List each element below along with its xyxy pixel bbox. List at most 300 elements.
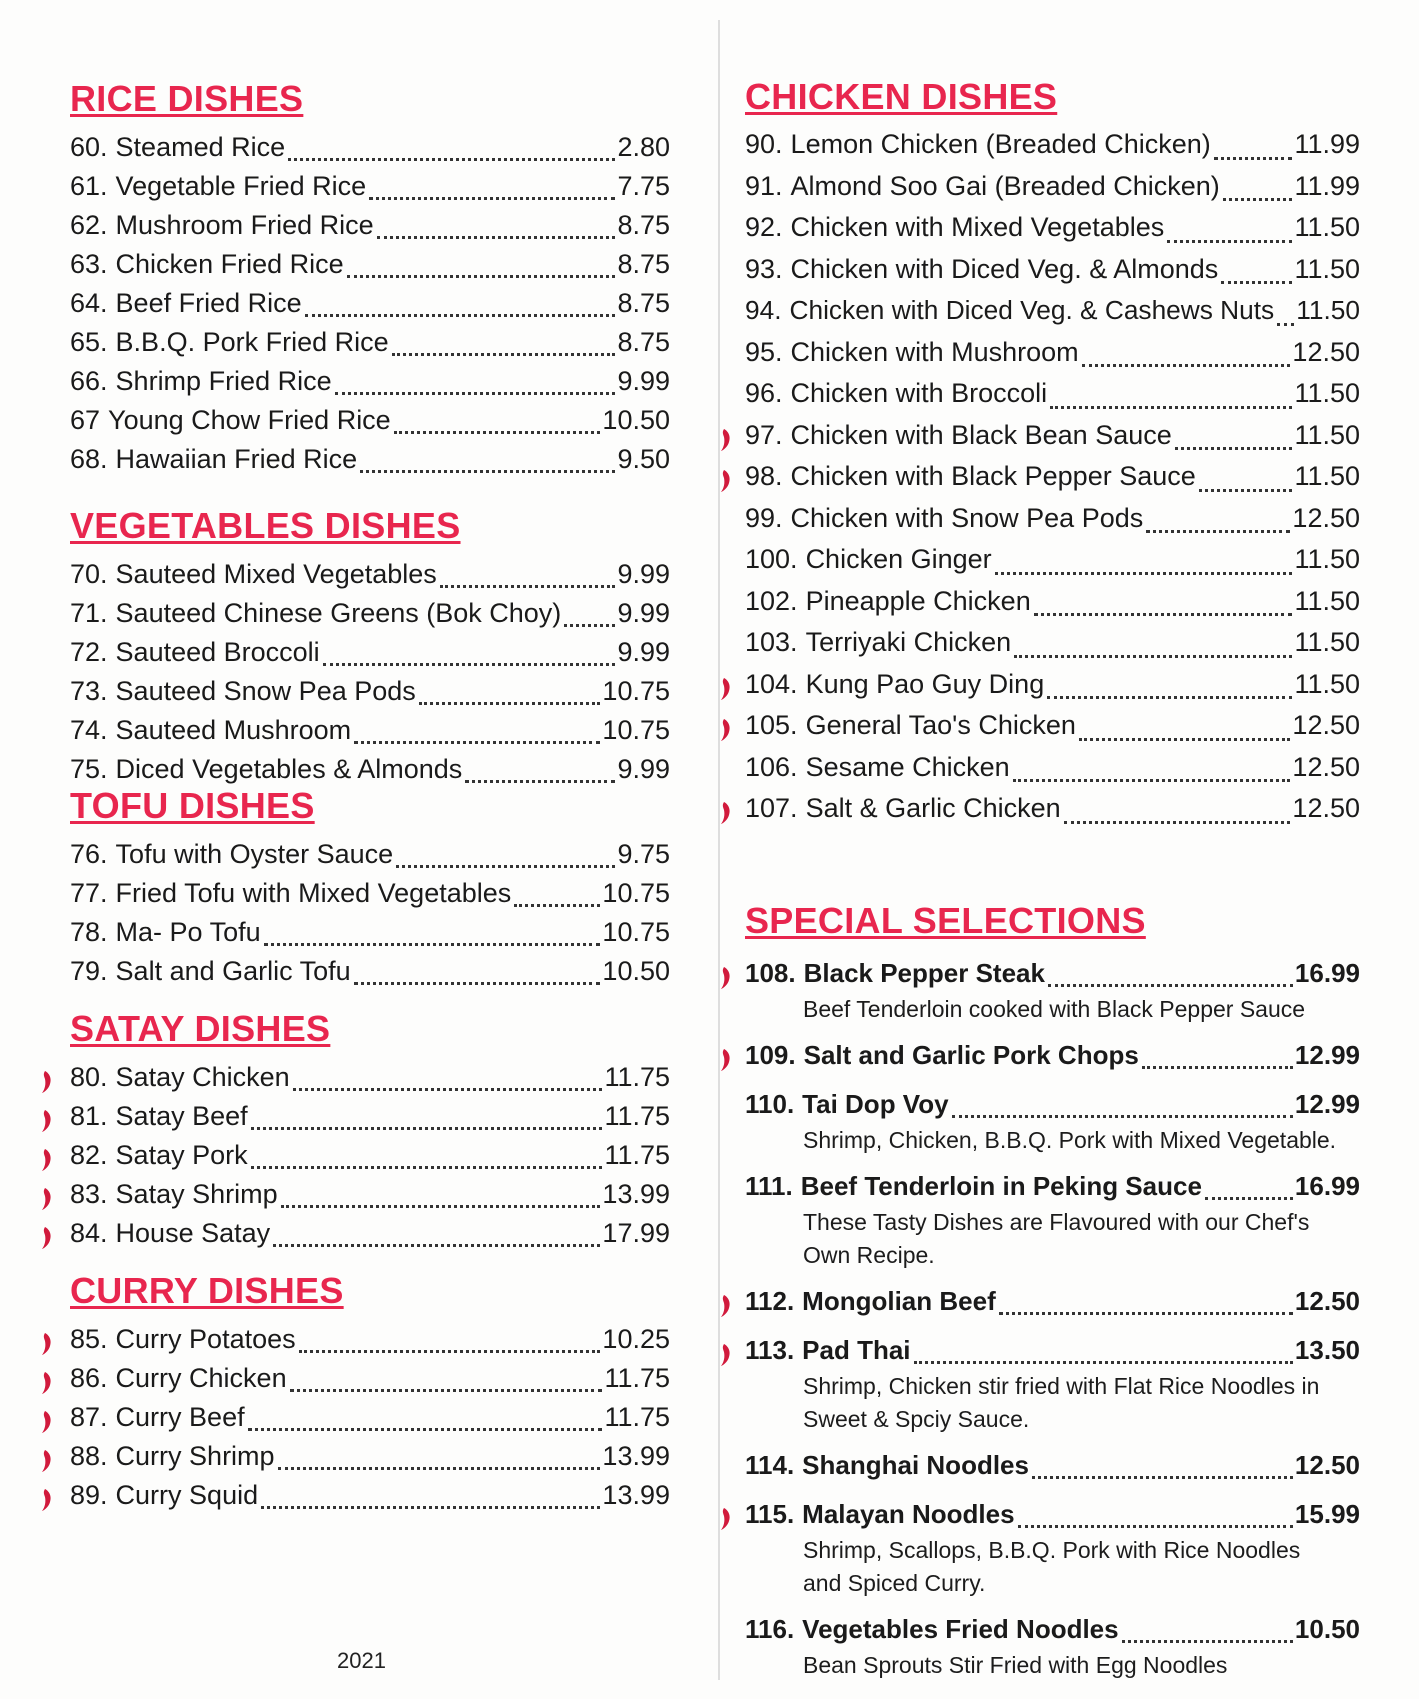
item-description: These Tasty Dishes are Flavoured with our Chef's: [803, 1209, 1310, 1235]
item-price: 11.50: [1294, 253, 1360, 284]
item-number: 95.: [745, 336, 783, 367]
item-name: Curry Beef: [115, 1402, 245, 1432]
dot-leader: [1032, 1449, 1293, 1479]
item-name: Mongolian Beef: [802, 1286, 996, 1316]
chili-pepper-icon: [40, 1484, 54, 1508]
item-price: 15.99: [1294, 1499, 1360, 1529]
item-price: 16.99: [1294, 958, 1360, 988]
item-price: 12.50: [1292, 793, 1360, 823]
item-price: 12.50: [1294, 1450, 1360, 1480]
section-heading-special: SPECIAL SELECTIONS: [745, 900, 1146, 941]
item-number: 85.: [70, 1324, 108, 1354]
dot-leader: [1167, 213, 1292, 243]
item-number: 109.: [745, 1040, 796, 1070]
chili-pepper-icon: [719, 1044, 733, 1068]
item-name: Chicken Fried Rice: [115, 249, 344, 279]
dot-leader: [354, 714, 600, 744]
menu-item: [745, 498, 1360, 540]
item-price: 11.50: [1296, 295, 1360, 325]
dot-leader: [305, 287, 616, 317]
dot-leader: [278, 1440, 601, 1470]
item-name: General Tao's Chicken: [805, 710, 1076, 740]
item-price: 8.75: [617, 327, 670, 357]
section-heading-satay: SATAY DISHES: [70, 1008, 331, 1049]
menu-item: [70, 206, 670, 245]
item-number: 96.: [745, 378, 783, 408]
item-number: 76.: [70, 839, 108, 869]
item-number: 90.: [745, 129, 783, 159]
item-number: 78.: [70, 917, 108, 947]
item-number: 61.: [70, 171, 108, 201]
menu-item: [745, 954, 1360, 993]
item-number: 98.: [745, 461, 783, 491]
item-price: 10.25: [602, 1324, 670, 1354]
item-name: Vegetables Fried Noodles: [802, 1614, 1119, 1644]
item-number: 88.: [70, 1441, 108, 1471]
menu-item: [70, 594, 670, 633]
menu-item: [745, 249, 1360, 291]
menu-item: [70, 245, 670, 284]
chili-pepper-icon: [719, 1503, 733, 1527]
item-price: 10.50: [602, 405, 670, 435]
menu-item: [70, 167, 670, 206]
item-number: 75.: [70, 754, 108, 784]
item-name: Chicken with Snow Pea Pods: [790, 502, 1144, 533]
item-price: 13.50: [1294, 1335, 1360, 1365]
menu-item: [70, 401, 670, 440]
item-price: 12.99: [1294, 1089, 1360, 1119]
dot-leader: [288, 131, 615, 161]
item-price: 12.50: [1294, 1286, 1360, 1316]
item-name: Salt & Garlic Chicken: [805, 793, 1061, 823]
item-name: Vegetable Fried Rice: [115, 171, 367, 201]
item-price: 9.99: [617, 754, 670, 784]
item-price: 11.50: [1294, 212, 1360, 242]
satay-dishes-section: [70, 1008, 670, 1253]
item-name: Curry Potatoes: [115, 1324, 296, 1354]
dot-leader: [1142, 1039, 1293, 1069]
item-name: Beef Fried Rice: [115, 288, 302, 318]
dot-leader: [323, 636, 616, 666]
menu-item: [70, 1214, 670, 1253]
item-price: 8.75: [617, 210, 670, 240]
dot-leader: [564, 597, 615, 627]
item-number: 70.: [70, 559, 108, 589]
menu-item: [70, 284, 670, 323]
dot-leader: [514, 877, 600, 907]
menu-item: [745, 1167, 1360, 1206]
special-item-block: [745, 1085, 1360, 1157]
item-number: 97.: [745, 419, 783, 450]
special-item-block: [745, 1282, 1360, 1321]
special-item-block: [745, 1610, 1360, 1682]
item-price: 9.99: [617, 598, 670, 628]
menu-item: [745, 1610, 1360, 1649]
item-name: Sauteed Mushroom: [115, 715, 352, 745]
item-price: 11.75: [604, 1363, 670, 1393]
menu-item: [70, 1359, 670, 1398]
vegetables-dishes-section: [70, 505, 670, 789]
item-name: Shanghai Noodles: [802, 1450, 1029, 1480]
item-name: Beef Tenderloin in Peking Sauce: [800, 1171, 1202, 1201]
special-item-block: [745, 1495, 1360, 1600]
dot-leader: [1034, 586, 1293, 616]
chili-pepper-icon: [40, 1445, 54, 1469]
menu-item: [745, 1495, 1360, 1534]
item-number: 82.: [70, 1140, 108, 1170]
menu-item: [70, 1058, 670, 1097]
item-name: Diced Vegetables & Almonds: [115, 754, 463, 784]
dot-leader: [354, 955, 601, 985]
dot-leader: [1146, 503, 1290, 533]
item-name: Terriyaki Chicken: [805, 627, 1012, 657]
menu-item: [745, 332, 1360, 374]
menu-item: [70, 874, 670, 913]
item-price: 10.75: [602, 917, 670, 947]
item-price: 10.75: [602, 676, 670, 706]
chili-pepper-icon: [719, 1290, 733, 1314]
item-number: 102.: [745, 585, 798, 616]
item-price: 10.50: [1294, 1614, 1360, 1644]
dot-leader: [251, 1139, 603, 1169]
item-number: 81.: [70, 1101, 108, 1131]
menu-item: [70, 440, 670, 479]
item-number: 91.: [745, 170, 783, 201]
chili-pepper-icon: [719, 713, 733, 737]
item-price: 17.99: [602, 1218, 670, 1248]
chili-pepper-icon: [40, 1105, 54, 1129]
item-price: 13.99: [602, 1179, 670, 1209]
menu-item: [745, 1036, 1360, 1075]
menu-item: [745, 664, 1360, 706]
menu-item: [745, 1446, 1360, 1485]
item-price: 11.75: [604, 1402, 670, 1432]
item-name: Kung Pao Guy Ding: [805, 668, 1045, 699]
item-price: 2.80: [617, 132, 670, 162]
item-price: 11.99: [1294, 129, 1360, 159]
menu-item: [70, 835, 670, 874]
item-name: Chicken with Mixed Vegetables: [790, 212, 1165, 242]
dot-leader: [261, 1479, 600, 1509]
item-price: 12.50: [1292, 710, 1360, 740]
item-number: 77.: [70, 878, 108, 908]
menu-item: [70, 362, 670, 401]
item-price: 11.50: [1294, 544, 1360, 574]
item-name: Steamed Rice: [115, 132, 286, 162]
item-name: Curry Shrimp: [115, 1441, 275, 1471]
item-name: Curry Squid: [115, 1480, 259, 1510]
menu-item: [745, 1331, 1360, 1370]
chili-pepper-icon: [40, 1367, 54, 1391]
item-description: Sweet & Spciy Sauce.: [803, 1406, 1030, 1432]
dot-leader: [1277, 296, 1294, 326]
item-price: 11.50: [1294, 378, 1360, 408]
menu-item: [745, 581, 1360, 623]
menu-item: [70, 750, 670, 789]
item-name: Tai Dop Voy: [802, 1089, 949, 1119]
item-number: 115.: [745, 1499, 795, 1529]
item-price: 8.75: [617, 249, 670, 279]
dot-leader: [1205, 1170, 1293, 1200]
menu-item: [70, 1476, 670, 1515]
item-description: and Spiced Curry.: [803, 1570, 986, 1596]
item-name: Young Chow Fried Rice: [108, 405, 391, 435]
chili-pepper-icon: [40, 1328, 54, 1352]
item-price: 10.75: [602, 878, 670, 908]
special-selections-section: [745, 900, 1360, 1692]
item-price: 9.99: [617, 366, 670, 396]
dot-leader: [369, 170, 615, 200]
dot-leader: [299, 1323, 601, 1353]
dot-leader: [290, 1362, 603, 1392]
item-name: Chicken with Black Pepper Sauce: [790, 461, 1196, 491]
item-name: Almond Soo Gai (Breaded Chicken): [790, 170, 1220, 201]
item-name: Sauteed Chinese Greens (Bok Choy): [115, 598, 562, 628]
item-number: 92.: [745, 212, 783, 242]
item-number: 103.: [745, 627, 798, 657]
item-number: 67: [70, 405, 101, 435]
section-heading-rice: RICE DISHES: [70, 78, 304, 119]
chili-pepper-icon: [40, 1406, 54, 1430]
item-number: 110.: [745, 1089, 795, 1119]
menu-item: [70, 913, 670, 952]
menu-item: [70, 952, 670, 991]
chili-pepper-icon: [719, 962, 733, 986]
item-price: 16.99: [1294, 1171, 1360, 1201]
item-price: 11.75: [604, 1062, 670, 1092]
chili-pepper-icon: [719, 464, 733, 488]
dot-leader: [1199, 462, 1293, 492]
item-description: Shrimp, Scallops, B.B.Q. Pork with Rice Noodles: [803, 1537, 1301, 1563]
item-price: 12.50: [1292, 502, 1360, 533]
dot-leader: [281, 1178, 601, 1208]
item-number: 84.: [70, 1218, 108, 1248]
item-number: 100.: [745, 544, 798, 574]
dot-leader: [1014, 628, 1292, 658]
menu-item: [745, 1085, 1360, 1124]
item-price: 9.75: [617, 839, 670, 869]
menu-item: [70, 1175, 670, 1214]
menu-item: [745, 166, 1360, 208]
item-name: Lemon Chicken (Breaded Chicken): [790, 129, 1211, 159]
item-price: 11.50: [1294, 585, 1360, 616]
item-price: 12.99: [1294, 1040, 1360, 1070]
section-heading-chicken: CHICKEN DISHES: [745, 76, 1058, 117]
dot-leader: [394, 404, 601, 434]
item-number: 105.: [745, 710, 798, 740]
menu-item: [745, 456, 1360, 498]
dot-leader: [440, 558, 616, 588]
dot-leader: [273, 1217, 600, 1247]
menu-item: [745, 124, 1360, 166]
item-price: 10.75: [602, 715, 670, 745]
item-price: 11.50: [1294, 461, 1360, 491]
dot-leader: [1221, 254, 1292, 284]
item-name: B.B.Q. Pork Fried Rice: [115, 327, 389, 357]
item-number: 89.: [70, 1480, 108, 1510]
item-name: Chicken Ginger: [805, 544, 992, 574]
dot-leader: [347, 248, 616, 278]
item-number: 104.: [745, 668, 798, 699]
menu-year: 2021: [337, 1648, 386, 1673]
item-name: Sauteed Snow Pea Pods: [115, 676, 416, 706]
menu-item: [745, 788, 1360, 830]
chili-pepper-icon: [719, 672, 733, 696]
menu-item: [70, 1097, 670, 1136]
item-name: Sauteed Mixed Vegetables: [115, 559, 437, 589]
dot-leader: [419, 675, 601, 705]
item-price: 11.75: [604, 1101, 670, 1131]
menu-item: [70, 672, 670, 711]
item-number: 66.: [70, 366, 108, 396]
item-name: Sauteed Broccoli: [115, 637, 320, 667]
dot-leader: [1175, 420, 1293, 450]
item-number: 112.: [745, 1286, 795, 1316]
item-description: Beef Tenderloin cooked with Black Pepper Sauce: [803, 996, 1306, 1022]
item-price: 11.75: [604, 1140, 670, 1170]
chili-pepper-icon: [719, 423, 733, 447]
dot-leader: [392, 326, 616, 356]
item-number: 113.: [745, 1335, 795, 1365]
dot-leader: [1047, 669, 1292, 699]
section-heading-tofu: TOFU DISHES: [70, 785, 315, 826]
item-name: Chicken with Black Bean Sauce: [790, 419, 1172, 450]
item-name: Curry Chicken: [115, 1363, 287, 1393]
item-name: Sesame Chicken: [805, 751, 1010, 782]
item-name: Chicken with Mushroom: [790, 336, 1079, 367]
menu-item: [70, 555, 670, 594]
chili-pepper-icon: [40, 1144, 54, 1168]
section-heading-vegetables: VEGETABLES DISHES: [70, 505, 461, 546]
item-name: Shrimp Fried Rice: [115, 366, 332, 396]
item-name: Pineapple Chicken: [805, 585, 1031, 616]
item-name: House Satay: [115, 1218, 271, 1248]
chili-pepper-icon: [719, 796, 733, 820]
item-number: 99.: [745, 502, 783, 533]
item-number: 72.: [70, 637, 108, 667]
item-number: 86.: [70, 1363, 108, 1393]
dot-leader: [335, 365, 616, 395]
tofu-dishes-section: [70, 785, 670, 991]
curry-dishes-section: [70, 1270, 670, 1515]
item-price: 11.50: [1294, 627, 1360, 657]
item-number: 107.: [745, 793, 798, 823]
item-description: Own Recipe.: [803, 1242, 935, 1268]
item-price: 13.99: [602, 1441, 670, 1471]
item-price: 11.50: [1294, 419, 1360, 450]
dot-leader: [1050, 379, 1292, 409]
item-name: Mushroom Fried Rice: [115, 210, 374, 240]
item-number: 108.: [745, 958, 796, 988]
item-name: Satay Chicken: [115, 1062, 290, 1092]
menu-item: [70, 633, 670, 672]
menu-item: [745, 290, 1360, 332]
item-name: Fried Tofu with Mixed Vegetables: [115, 878, 512, 908]
dot-leader: [1079, 711, 1291, 741]
item-number: 73.: [70, 676, 108, 706]
menu-item: [745, 373, 1360, 415]
rice-dishes-section: [70, 78, 670, 479]
dot-leader: [360, 443, 615, 473]
chili-pepper-icon: [719, 1339, 733, 1363]
menu-item: [745, 705, 1360, 747]
item-number: 106.: [745, 751, 798, 782]
chicken-dishes-section: [745, 76, 1360, 830]
item-number: 83.: [70, 1179, 108, 1209]
item-name: Chicken with Diced Veg. & Almonds: [790, 253, 1219, 284]
dot-leader: [1018, 1498, 1293, 1528]
menu-item: [745, 622, 1360, 664]
menu-item: [70, 1437, 670, 1476]
item-name: Satay Beef: [115, 1101, 248, 1131]
dot-leader: [396, 838, 615, 868]
item-number: 111.: [745, 1171, 793, 1201]
item-name: Pad Thai: [802, 1335, 911, 1365]
item-number: 80.: [70, 1062, 108, 1092]
item-number: 94.: [745, 295, 782, 325]
item-price: 9.50: [617, 444, 670, 474]
item-name: Chicken with Diced Veg. & Cashews Nuts: [789, 295, 1275, 325]
item-description: Bean Sprouts Stir Fried with Egg Noodles: [803, 1652, 1228, 1678]
item-number: 116.: [745, 1614, 795, 1644]
item-name: Hawaiian Fried Rice: [115, 444, 358, 474]
special-item-block: [745, 1446, 1360, 1485]
menu-item: [745, 1282, 1360, 1321]
dot-leader: [293, 1061, 603, 1091]
menu-item: [70, 1136, 670, 1175]
menu-item: [70, 1320, 670, 1359]
item-name: Black Pepper Steak: [803, 958, 1045, 988]
chili-pepper-icon: [40, 1183, 54, 1207]
item-number: 87.: [70, 1402, 108, 1432]
dot-leader: [1013, 752, 1291, 782]
menu-item: [745, 207, 1360, 249]
item-number: 68.: [70, 444, 108, 474]
item-price: 10.50: [602, 956, 670, 986]
menu-item: [745, 415, 1360, 457]
item-number: 62.: [70, 210, 108, 240]
menu-item: [745, 747, 1360, 789]
item-price: 9.99: [617, 559, 670, 589]
dot-leader: [914, 1334, 1293, 1364]
item-number: 63.: [70, 249, 108, 279]
dot-leader: [264, 916, 601, 946]
special-item-block: [745, 1036, 1360, 1075]
item-number: 114.: [745, 1450, 795, 1480]
item-price: 12.50: [1292, 751, 1360, 782]
dot-leader: [1048, 957, 1293, 987]
dot-leader: [377, 209, 616, 239]
item-description: Shrimp, Chicken, B.B.Q. Pork with Mixed Vegetable.: [803, 1127, 1337, 1153]
item-description: Shrimp, Chicken stir fried with Flat Rice Noodles in: [803, 1373, 1320, 1399]
item-number: 79.: [70, 956, 108, 986]
dot-leader: [248, 1401, 603, 1431]
special-item-block: [745, 954, 1360, 1026]
item-name: Tofu with Oyster Sauce: [115, 839, 394, 869]
dot-leader: [251, 1100, 603, 1130]
item-name: Salt and Garlic Pork Chops: [803, 1040, 1139, 1070]
page-fold-divider: [718, 20, 720, 1680]
item-price: 11.50: [1294, 668, 1360, 699]
section-heading-curry: CURRY DISHES: [70, 1270, 344, 1311]
item-number: 74.: [70, 715, 108, 745]
menu-item: [70, 323, 670, 362]
item-number: 71.: [70, 598, 108, 628]
item-number: 93.: [745, 253, 783, 284]
item-number: 65.: [70, 327, 108, 357]
item-name: Ma- Po Tofu: [115, 917, 261, 947]
item-name: Salt and Garlic Tofu: [115, 956, 351, 986]
